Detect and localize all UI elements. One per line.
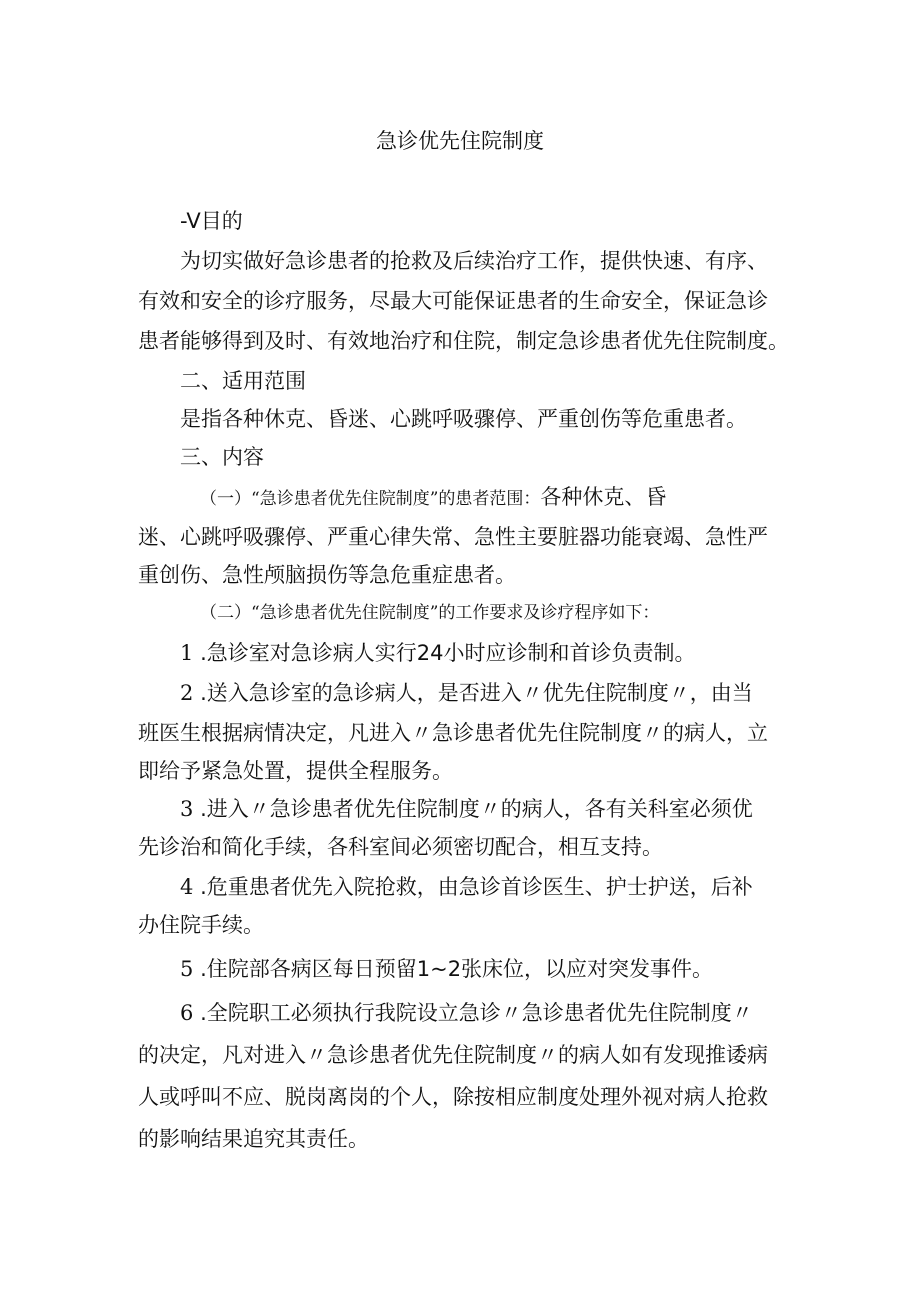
list-item-text: .住院部各病区每日预留1~2张床位，以应对突发事件。 [200,957,714,981]
list-item-4 [180,872,753,902]
paragraph-line: 办住院手续。 [138,913,264,937]
list-item-number: 5 [180,957,194,981]
list-item-number: 1 [180,641,194,665]
list-item-text: .全院职工必须执行我院设立急诊〃急诊患者优先住院制度〃 [200,1001,753,1025]
paragraph-line: 人或呼叫不应、脱岗离岗的个人，除按相应制度处理外视对病人抢救 [138,1085,768,1109]
section-heading-scope: 二、适用范围 [180,369,306,393]
list-item-6 [180,998,753,1028]
paragraph-line: 有效和安全的诊疗服务，尽最大可能保证患者的生命安全，保证急诊 [138,289,768,313]
paragraph-line: 的影响结果追究其责任。 [138,1127,369,1151]
paragraph-line: 先诊治和简化手续，各科室间必须密切配合，相互支持。 [138,835,663,859]
list-item-1 [180,638,695,668]
subsection-2-heading: （二）“急诊患者优先住院制度”的工作要求及诊疗程序如下： [200,603,660,623]
section-heading-content: 三、内容 [180,445,264,469]
paragraph-line: 即给予紧急处置，提供全程服务。 [138,759,453,783]
list-item-text: .急诊室对急诊病人实行24小时应诊制和首诊负责制。 [200,641,696,665]
paragraph-line: 迷、心跳呼吸骤停、严重心律失常、急性主要脏器功能衰竭、急性严 [138,525,768,549]
subsection-1-rest: 各种休克、昏 [540,485,667,509]
document-title: 急诊优先住院制度 [376,129,544,153]
list-item-text: .进入〃急诊患者优先住院制度〃的病人，各有关科室必须优 [200,797,753,821]
list-item-number: 3 [180,797,194,821]
list-item-number: 6 [180,1001,194,1025]
paragraph-line: 为切实做好急诊患者的抢救及后续治疗工作，提供快速、有序、 [180,249,768,273]
subsection-1-line [200,482,666,514]
list-item-text: .危重患者优先入院抢救，由急诊首诊医生、护士护送，后补 [200,875,753,899]
paragraph-line: 班医生根据病情决定，凡进入〃急诊患者优先住院制度〃的病人，立 [138,721,768,745]
list-item-text: .送入急诊室的急诊病人，是否进入〃优先住院制度〃，由当 [200,681,753,705]
list-item-number: 4 [180,875,194,899]
list-item-number: 2 [180,681,194,705]
list-item-3 [180,794,753,824]
paragraph-line: 重创伤、急性颅脑损伤等急危重症患者。 [138,563,516,587]
subsection-1-prefix: （一）“急诊患者优先住院制度”的患者范围： [200,489,541,509]
paragraph-line: 是指各种休克、昏迷、心跳呼吸骤停、严重创伤等危重患者。 [180,407,747,431]
list-item-5 [180,954,713,984]
paragraph-line: 患者能够得到及时、有效地治疗和住院，制定急诊患者优先住院制度。 [138,329,789,353]
paragraph-line: 的决定，凡对进入〃急诊患者优先住院制度〃的病人如有发现推诿病 [138,1043,768,1067]
list-item-2 [180,678,753,708]
section-heading-purpose: -V目的 [180,209,243,233]
